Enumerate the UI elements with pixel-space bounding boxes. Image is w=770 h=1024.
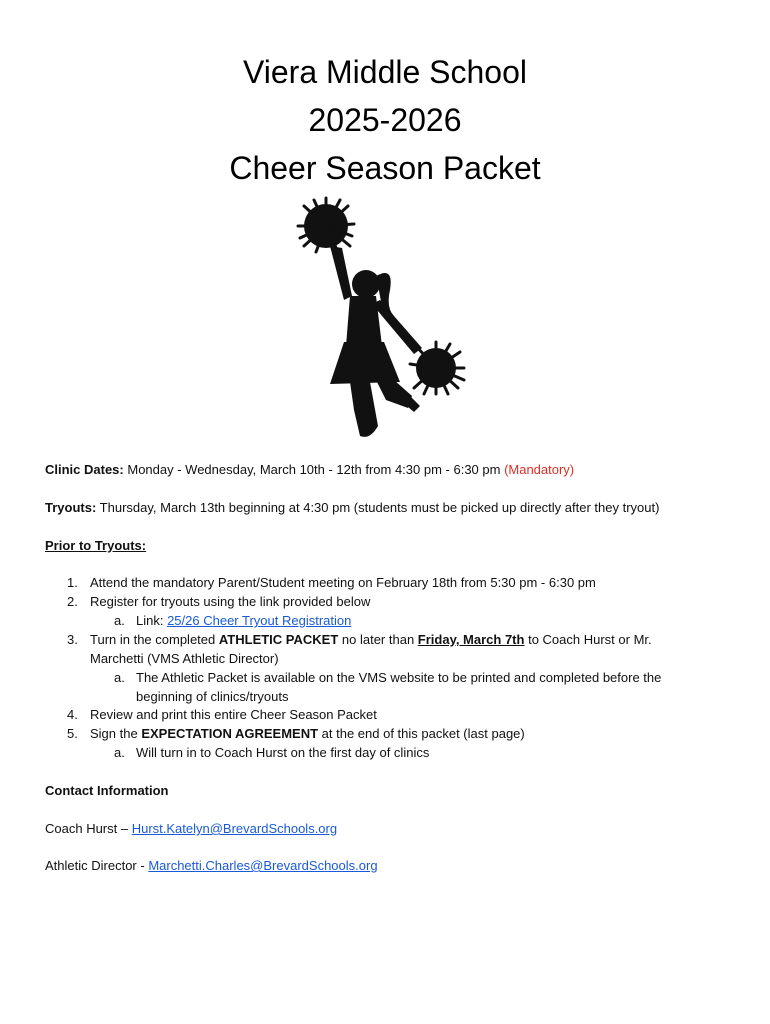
tryout-registration-link[interactable]: 25/26 Cheer Tryout Registration [167,613,352,628]
tryouts-label: Tryouts: [45,500,97,515]
list-sub-item: The Athletic Packet is available on the VMS website to be printed and completed before the [136,670,662,685]
pompom-lower-icon [410,342,464,394]
page-title [0,48,770,192]
list-item: Turn in the completed ATHLETIC PACKET no later than Friday, March 7th to Coach Hurst or Mr. [90,632,652,647]
list-sub-item: Link: 25/26 Cheer Tryout Registration [136,613,352,628]
coach-contact-line: Coach Hurst – Hurst.Katelyn@BrevardSchools.org [45,821,338,836]
list-item-number: 2. [67,594,78,609]
pompom-upper-icon [298,198,354,252]
list-sub-item-continuation: beginning of clinics/tryouts [136,689,289,704]
coach-email-link[interactable]: Hurst.Katelyn@BrevardSchools.org [131,821,338,836]
list-sub-item: Will turn in to Coach Hurst on the first day of clinics [136,745,430,760]
title-packet: Cheer Season Packet [229,150,541,186]
list-item-continuation: Marchetti (VMS Athletic Director) [90,651,279,666]
list-item: Review and print this entire Cheer Season Packet [90,707,377,722]
sub-item-letter: a. [114,613,125,628]
sub-item-letter: a. [114,745,125,760]
clinic-dates-line [45,462,574,477]
clinic-dates-text: Monday - Wednesday, March 10th - 12th from 4:30 pm - 6:30 pm [123,462,505,477]
prior-to-tryouts-heading: Prior to Tryouts: [45,538,147,553]
athletic-director-contact-line: Athletic Director - Marchetti.Charles@BrevardSchools.org [45,858,378,873]
clinic-dates-label: Clinic Dates: [45,462,124,477]
tryouts-line [45,500,659,515]
contact-heading: Contact Information [45,783,169,798]
list-item: Register for tryouts using the link provided below [90,594,371,609]
clinic-mandatory-note: (Mandatory) [504,462,575,477]
sub-item-letter: a. [114,670,125,685]
list-item-number: 1. [67,575,78,590]
list-item-number: 4. [67,707,78,722]
list-item: Sign the EXPECTATION AGREEMENT at the end of this packet (last page) [90,726,525,741]
cheerleader-illustration [290,196,470,444]
list-item-number: 5. [67,726,78,741]
athletic-director-email-link[interactable]: Marchetti.Charles@BrevardSchools.org [148,858,378,873]
tryouts-text: Thursday, March 13th beginning at 4:30 pm (students must be picked up directly after they tryout) [96,500,660,515]
title-school: Viera Middle School [242,54,527,90]
title-year: 2025-2026 [308,102,462,138]
list-item: Attend the mandatory Parent/Student meeting on February 18th from 5:30 pm - 6:30 pm [90,575,596,590]
list-item-number: 3. [67,632,78,647]
